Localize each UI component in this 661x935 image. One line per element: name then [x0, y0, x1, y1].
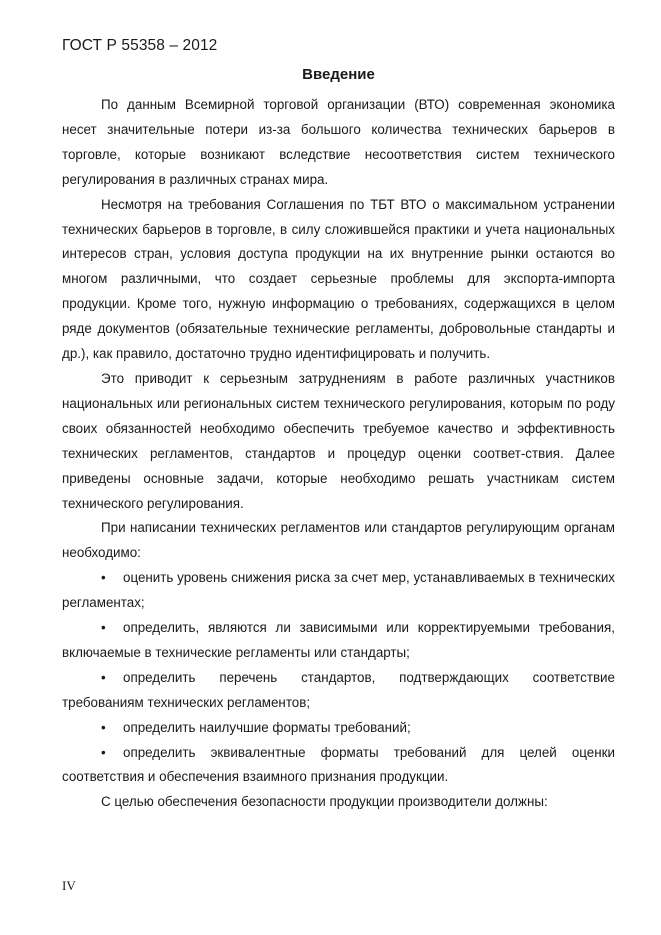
bullet-text-3: определить перечень стандартов, подтверждающих соответствие требованиям технических регламентов; — [62, 669, 615, 710]
paragraph-2: Несмотря на требования Соглашения по ТБТ ВТО о максимальном устранении технических барьеров в торговле, в силу сложившейся практики и учета национальных интересов стран, условия доступа продукции на их внутренние рынки остаются во многом различными, что создает серьезные проблемы для экспорта-импорта продукции. Кроме того, нужную информацию о требованиях, содержащихся в целом ряде документов (обязательные технические регламенты, добровольные стандарты и др.), как правило, достаточно трудно идентифицировать и получить. — [62, 196, 615, 362]
bullet-marker: • — [101, 744, 106, 760]
bullet-text-5: определить эквивалентные форматы требований для целей оценки соответствия и обеспечения взаимного признания продукции. — [62, 744, 615, 785]
section-title: Введение — [302, 66, 375, 83]
bullet-text-4: определить наилучшие форматы требований; — [123, 719, 411, 735]
paragraph-1: По данным Всемирной торговой организации (ВТО) современная экономика несет значительные потери из-за большого количества технических барьеров в торговле, которые возникают вследствие несоответствия систем технического регулирования в различных странах мира. — [62, 97, 615, 187]
bullet-text-2: определить, являются ли зависимыми или корректируемыми требования, включаемые в технические регламенты или стандарты; — [62, 620, 615, 660]
bullet-item-3 — [62, 666, 615, 716]
bullet-text-1: оценить уровень снижения риска за счет мер, устанавливаемых в технических регламентах; — [62, 570, 615, 611]
bullet-item-1 — [62, 566, 615, 616]
bullet-marker: • — [101, 669, 106, 685]
paragraph-3: Это приводит к серьезным затруднениям в работе различных участников национальных или региональных систем технического регулирования, которым по роду своих обязанностей необходимо обеспечить требуемое качество и эффективность технических регламентов, стандартов и процедур оценки соответ-ствия. Далее приведены основные задачи, которые необходимо решать участникам систем технического регулирования. — [62, 370, 615, 511]
page-number: IV — [62, 878, 76, 893]
document-body — [62, 93, 615, 815]
bullet-marker: • — [101, 570, 106, 586]
bullet-item-4 — [62, 716, 615, 741]
paragraph-5: С целью обеспечения безопасности продукции производители должны: — [101, 794, 548, 810]
paragraph-4: При написании технических регламентов или стандартов регулирующим органам необходимо: — [62, 520, 615, 561]
bullet-marker: • — [101, 719, 106, 735]
bullet-item-5 — [62, 741, 615, 791]
bullet-item-2 — [62, 616, 615, 666]
document-header-id: ГОСТ Р 55358 – 2012 — [62, 37, 218, 54]
bullet-marker: • — [101, 620, 106, 636]
